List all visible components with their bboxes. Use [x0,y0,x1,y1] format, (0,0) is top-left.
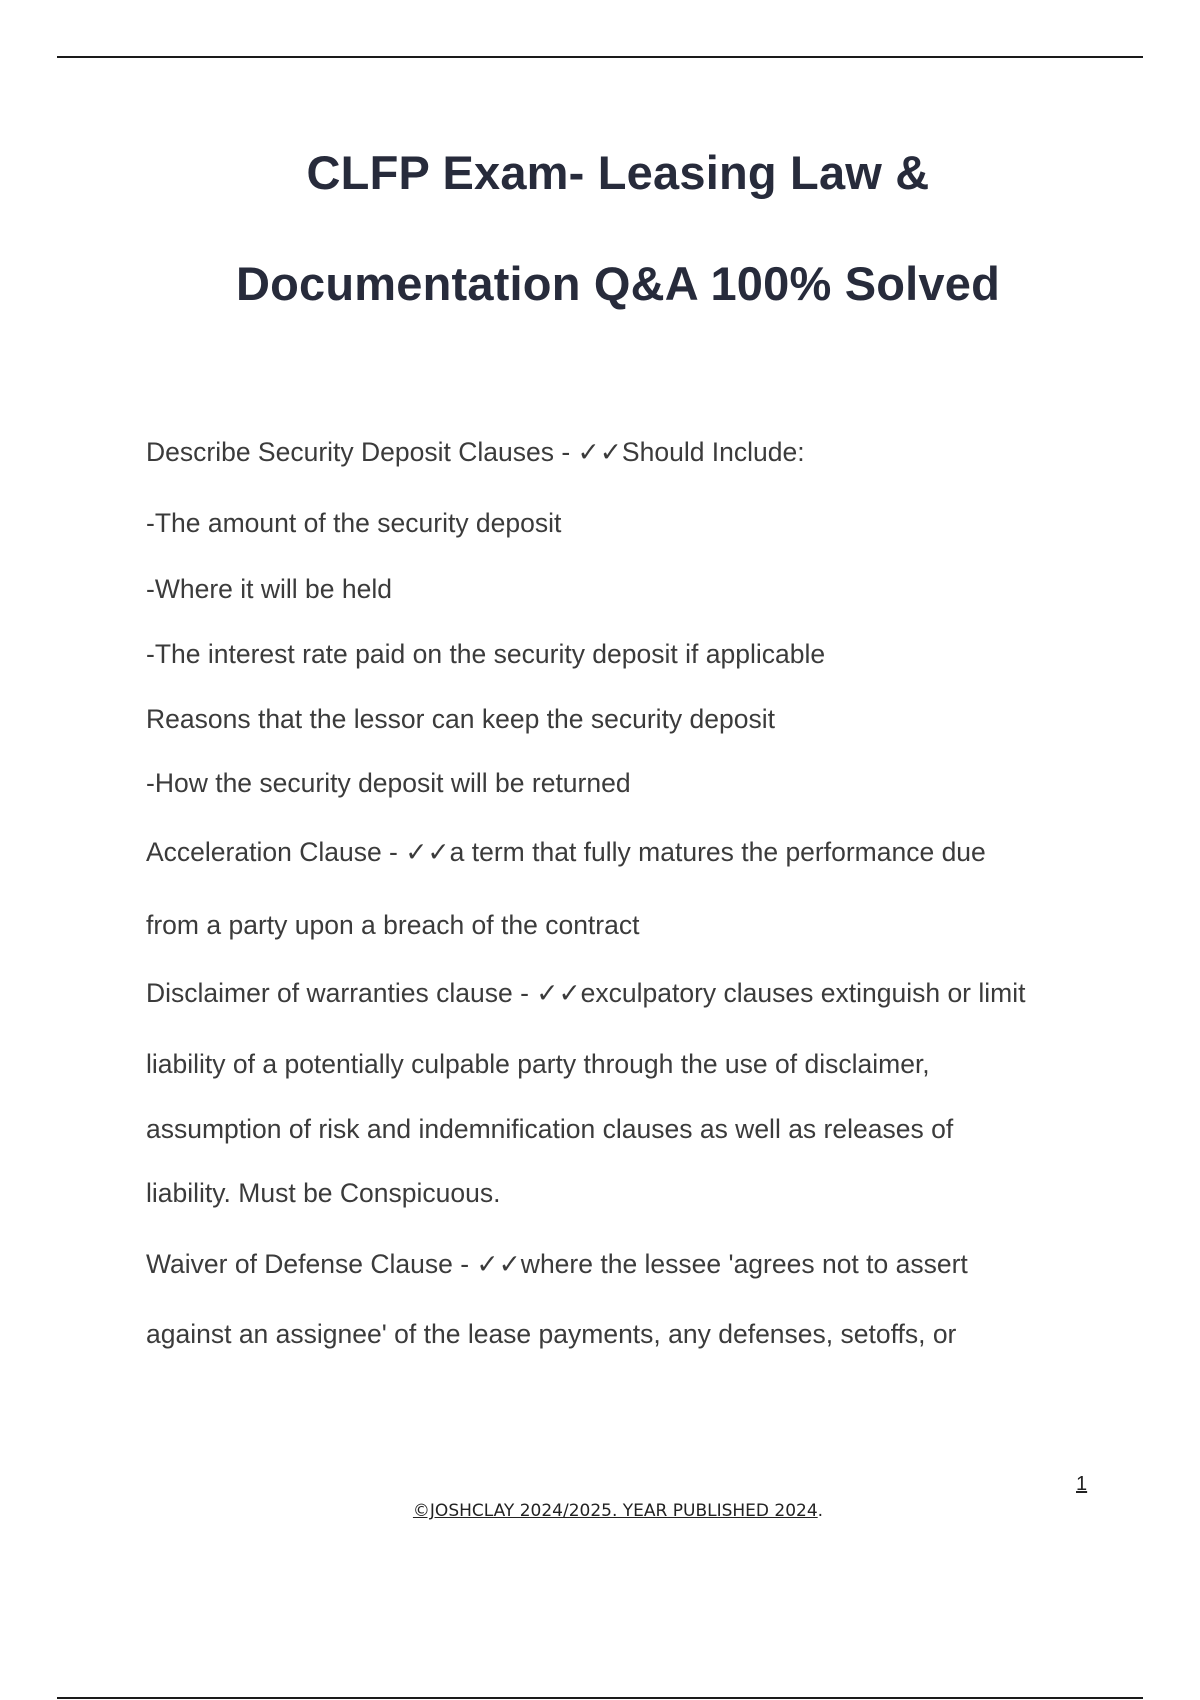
body-line: from a party upon a breach of the contract [146,910,640,940]
body-line: Acceleration Clause - ✓✓a term that fully matures the performance due [146,837,986,867]
body-line: -How the security deposit will be returned [146,768,631,798]
page-number: 1 [1076,1473,1088,1495]
document-title-line-2: Documentation Q&A 100% Solved [235,257,1001,310]
body-line: -Where it will be held [146,574,392,604]
body-line: Reasons that the lessor can keep the security deposit [146,704,775,734]
body-line: Describe Security Deposit Clauses - ✓✓Should Include: [146,437,805,467]
body-line: liability of a potentially culpable party through the use of disclaimer, [146,1049,930,1079]
body-line: -The amount of the security deposit [146,508,562,538]
body-line: -The interest rate paid on the security deposit if applicable [146,639,826,669]
footer-period: . [817,1501,824,1521]
body-line: Disclaimer of warranties clause - ✓✓exculpatory clauses extinguish or limit [146,978,1026,1008]
body-line: assumption of risk and indemnification clauses as well as releases of [146,1114,954,1144]
document-title-line-1: CLFP Exam- Leasing Law & [306,146,930,199]
bottom-rule [57,1697,1143,1699]
body-line: Waiver of Defense Clause - ✓✓where the lessee 'agrees not to assert [146,1249,968,1279]
top-rule [57,56,1143,58]
footer-copyright [0,1501,1200,1521]
footer-text: ©JOSHCLAY 2024/2025. YEAR PUBLISHED 2024 [412,1501,818,1521]
body-line: liability. Must be Conspicuous. [146,1178,501,1208]
body-line: against an assignee' of the lease payments, any defenses, setoffs, or [146,1319,957,1349]
